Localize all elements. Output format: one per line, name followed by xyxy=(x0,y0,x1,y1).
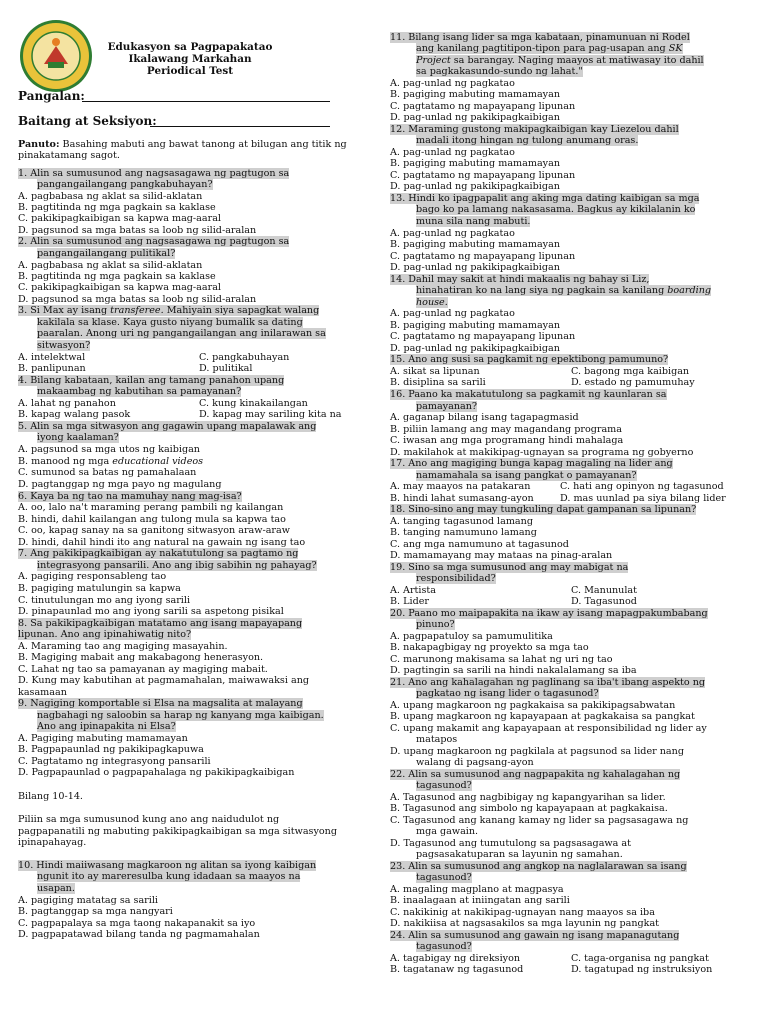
option[interactable]: D. makilahok at makikipag-ugnayan sa programa ng gobyerno xyxy=(390,447,694,458)
option[interactable]: B. Tagasunod ang simbolo ng kapayapaan at pagkakaisa. xyxy=(390,803,668,814)
option[interactable]: D. pinapaunlad mo ang iyong sarili sa aspetong pisikal xyxy=(18,606,284,617)
option[interactable]: A. pagbabasa ng aklat sa silid-aklatan xyxy=(18,191,203,202)
option[interactable]: B. hindi lahat sumasang-ayon xyxy=(390,493,534,504)
question-3: 3. Si Max ay isang transferee. Mahiyain siya sapagkat walang xyxy=(18,305,320,316)
option[interactable]: A. pagiging responsableng tao xyxy=(18,571,167,582)
option[interactable]: A. Tagasunod ang nagbibigay ng kapangyarihan sa lider. xyxy=(390,792,666,803)
option[interactable]: A. lahat ng panahon xyxy=(18,398,116,409)
option[interactable]: B. pagiging mabuting mamamayan xyxy=(390,158,560,169)
header-title: Edukasyon sa Pagpapakatao xyxy=(107,41,273,53)
option[interactable]: D. Tagasunod xyxy=(571,596,637,607)
question-21: 21. Ano ang kahalagahan ng paglinang sa iba't ibang aspekto ng xyxy=(390,677,706,688)
option[interactable]: C. pakikipagkaibigan sa kapwa mag-aaral xyxy=(18,213,221,224)
school-seal-logo xyxy=(18,18,94,94)
option[interactable]: B. Lider xyxy=(390,596,429,607)
option[interactable]: C. pagtatamo ng mapayapang lipunan xyxy=(390,170,576,181)
option[interactable]: B. upang magkaroon ng kapayapaan at pagkakaisa sa pangkat xyxy=(390,711,695,722)
option[interactable]: C. Tagasunod ang kanang kamay ng lider sa pagsasagawa ng xyxy=(390,815,689,826)
option[interactable]: A. tagabigay ng direksiyon xyxy=(390,953,521,964)
option[interactable]: C. bagong mga kaibigan xyxy=(571,366,690,377)
question-20: 20. Paano mo maipapakita na ikaw ay isang mapagpakumbabang xyxy=(390,608,708,619)
option[interactable]: D. pag-unlad ng pakikipagkaibigan xyxy=(390,262,560,273)
option[interactable]: A. pag-unlad ng pagkatao xyxy=(390,78,515,89)
option[interactable]: C. ang mga namumuno at tagasunod xyxy=(390,539,569,550)
option[interactable]: C. tinutulungan mo ang iyong sarili xyxy=(18,595,191,606)
question-16: 16. Paano ka makatutulong sa pagkamit ng kaunlaran sa xyxy=(390,389,667,400)
name-label: Pangalan: xyxy=(18,89,85,103)
option[interactable]: D. hindi, dahil hindi ito ang natural na gawain ng isang tao xyxy=(18,537,306,548)
option[interactable]: D. pagtanggap ng mga payo ng magulang xyxy=(18,479,222,490)
option[interactable]: A. pag-unlad ng pagkatao xyxy=(390,147,515,158)
option[interactable]: B. tagatanaw ng tagasunod xyxy=(390,964,524,975)
option[interactable]: A. pag-unlad ng pagkatao xyxy=(390,308,515,319)
option[interactable]: A. pagsunod sa mga utos ng kaibigan xyxy=(18,444,200,455)
instructions: Panuto: Basahing mabuti ang bawat tanong at bilugan ang titik ng xyxy=(18,139,347,150)
option[interactable]: D. pagsunod sa mga batas sa loob ng silid-aralan xyxy=(18,294,257,305)
option[interactable]: C. pagpapalaya sa mga taong nakapanakit sa iyo xyxy=(18,918,256,929)
option[interactable]: B. hindi, dahil kailangan ang tulong mula sa kapwa tao xyxy=(18,514,286,525)
option[interactable]: C. sumunod sa batas ng pamahalaan xyxy=(18,467,197,478)
question-22: 22. Alin sa sumusunod ang nagpapakita ng kahalagahan ng xyxy=(390,769,681,780)
option[interactable]: C. nakikinig at nakikipag-ugnayan nang maayos sa iba xyxy=(390,907,655,918)
option[interactable]: B. tanging namumuno lamang xyxy=(390,527,537,538)
question-13: 13. Hindi ko ipagpapalit ang aking mga dating kaibigan sa mga xyxy=(390,193,700,204)
option[interactable]: B. pagiging mabuting mamamayan xyxy=(390,239,560,250)
question-12: 12. Maraming gustong makipagkaibigan kay Liezelou dahil xyxy=(390,124,679,135)
question-17: 17. Ano ang magiging bunga kapag magaling na lider ang xyxy=(390,458,673,469)
option[interactable]: B. Pagpapaunlad ng pakikipagkapuwa xyxy=(18,744,204,755)
question-7: 7. Ang pakikipagkaibigan ay nakatutulong sa pagtamo ng xyxy=(18,548,299,559)
option[interactable]: D. nakikiisa at nagsasakilos sa mga layunin ng pangkat xyxy=(390,918,660,929)
option[interactable]: D. pag-unlad ng pakikipagkaibigan xyxy=(390,343,560,354)
option[interactable]: B. inaalagaan at iniingatan ang sarili xyxy=(390,895,570,906)
option[interactable]: C. Lahat ng tao sa pamayanan ay magiging mabait. xyxy=(18,664,268,675)
option[interactable]: A. intelektwal xyxy=(18,352,86,363)
option[interactable]: A. may maayos na patakaran xyxy=(390,481,531,492)
section-directions: Piliin sa mga sumusunod kung ano ang naidudulot ng xyxy=(18,814,280,825)
option[interactable]: C. iwasan ang mga programang hindi mahalaga xyxy=(390,435,624,446)
option[interactable]: B. piliin lamang ang may magandang programa xyxy=(390,424,622,435)
option[interactable]: C. pagtatamo ng mapayapang lipunan xyxy=(390,251,576,262)
option[interactable]: D. Tagasunod ang tumutulong sa pagsasagawa at xyxy=(390,838,631,849)
option[interactable]: A. tanging tagasunod lamang xyxy=(390,516,533,527)
option[interactable]: B. pagiging mabuting mamamayan xyxy=(390,320,560,331)
option[interactable]: A. pagbabasa ng aklat sa silid-aklatan xyxy=(18,260,203,271)
question-18: 18. Sino-sino ang may tungkuling dapat gampanan sa lipunan? xyxy=(390,504,697,515)
option[interactable]: B. kapag walang pasok xyxy=(18,409,131,420)
option[interactable]: C. pagtatamo ng mapayapang lipunan xyxy=(390,331,576,342)
question-11: 11. Bilang isang lider sa mga kabataan, pinamunuan ni Rodel xyxy=(390,32,690,43)
option[interactable]: B. disiplina sa sarili xyxy=(390,377,486,388)
option[interactable]: B. pagtanggap sa mga nangyari xyxy=(18,906,173,917)
name-line[interactable] xyxy=(82,101,330,102)
option[interactable]: D. mamamayang may mataas na pinag-aralan xyxy=(390,550,613,561)
question-2: 2. Alin sa sumusunod ang nagsasagawa ng pagtugon sa xyxy=(18,236,290,247)
option[interactable]: D. pag-unlad ng pakikipagkaibigan xyxy=(390,112,560,123)
option[interactable]: A. magaling magplano at magpasya xyxy=(390,884,564,895)
section-label: Baitang at Seksiyon: xyxy=(18,114,157,128)
question-14: 14. Dahil may sakit at hindi makaalis ng bahay si Liz, xyxy=(390,274,650,285)
option[interactable]: C. hati ang opinyon ng tagasunod xyxy=(560,481,724,492)
option[interactable]: A. pagiging matatag sa sarili xyxy=(18,895,158,906)
header-test-type: Periodical Test xyxy=(146,65,234,77)
header-quarter: Ikalawang Markahan xyxy=(128,53,252,65)
question-15: 15. Ano ang susi sa pagkamit ng epektibong pamumuno? xyxy=(390,354,669,365)
option[interactable]: D. upang magkaroon ng pagkilala at pagsunod sa lider nang xyxy=(390,746,684,757)
option[interactable]: D. tagatupad ng instruksiyon xyxy=(571,964,713,975)
option[interactable]: B. pagiging mabuting mamamayan xyxy=(390,89,560,100)
question-6: 6. Kaya ba ng tao na mamuhay nang mag-isa? xyxy=(18,491,242,502)
option[interactable]: C. Manunulat xyxy=(571,585,637,596)
question-10: 10. Hindi maiiwasang magkaroon ng alitan sa iyong kaibigan xyxy=(18,860,317,871)
option[interactable]: C. marunong makisama sa lahat ng uri ng tao xyxy=(390,654,613,665)
option[interactable]: C. kung kinakailangan xyxy=(199,398,308,409)
option[interactable]: B. pagtitinda ng mga pagkain sa kaklase xyxy=(18,271,216,282)
option[interactable]: A. sikat sa lipunan xyxy=(390,366,480,377)
option[interactable]: C. pangkabuhayan xyxy=(199,352,290,363)
instructions-cont: pinakatamang sagot. xyxy=(18,150,120,161)
option[interactable]: C. upang makamit ang kapayapaan at responsibilidad ng lider ay xyxy=(390,723,707,734)
option[interactable]: C. Pagtatamo ng integrasyong pansarili xyxy=(18,756,211,767)
option[interactable]: B. pagtitinda ng mga pagkain sa kaklase xyxy=(18,202,216,213)
question-9: 9. Nagiging komportable si Elsa na magsalita at malayang xyxy=(18,698,303,709)
option[interactable]: D. kapag may sariling kita na xyxy=(199,409,342,420)
option[interactable]: A. upang magkaroon ng pagkakaisa sa pakikipagsabwatan xyxy=(390,700,676,711)
option[interactable]: B. panlipunan xyxy=(18,363,86,374)
option[interactable]: A. pagpapatuloy sa pamumulitika xyxy=(390,631,553,642)
option[interactable]: A. Maraming tao ang magiging masayahin. xyxy=(18,641,228,652)
section-label-10-14: Bilang 10-14. xyxy=(18,791,83,802)
option[interactable]: D. pag-unlad ng pakikipagkaibigan xyxy=(390,181,560,192)
question-24: 24. Alin sa sumusunod ang gawain ng isang mapanagutang xyxy=(390,930,680,941)
option[interactable]: C. pagtatamo ng mapayapang lipunan xyxy=(390,101,576,112)
option[interactable]: A. Artista xyxy=(390,585,436,596)
question-1: 1. Alin sa sumusunod ang nagsasagawa ng pagtugon sa xyxy=(18,168,290,179)
option[interactable]: D. pagpapatawad bilang tanda ng pagmamahalan xyxy=(18,929,260,940)
option[interactable]: D. mas uunlad pa siya bilang lider xyxy=(560,493,726,504)
option[interactable]: D. pulitikal xyxy=(199,363,253,374)
option[interactable]: A. pag-unlad ng pagkatao xyxy=(390,228,515,239)
option[interactable]: B. nakapagbigay ng proyekto sa mga tao xyxy=(390,642,589,653)
option[interactable]: A. gaganap bilang isang tagapagmasid xyxy=(390,412,579,423)
option[interactable]: B. Magiging mabait ang makabagong henerasyon. xyxy=(18,652,264,663)
question-5: 5. Alin sa mga sitwasyon ang gagawin upang mapalawak ang xyxy=(18,421,317,432)
option[interactable]: D. pagtingin sa sarili na hindi nakalalamang sa iba xyxy=(390,665,637,676)
option[interactable]: D. pagsunod sa mga batas sa loob ng silid-aralan xyxy=(18,225,257,236)
option[interactable]: C. pakikipagkaibigan sa kapwa mag-aaral xyxy=(18,282,221,293)
option[interactable]: C. oo, kapag sanay na sa ganitong sitwasyon araw-araw xyxy=(18,525,290,536)
option[interactable]: B. pagiging matulungin sa kapwa xyxy=(18,583,181,594)
option[interactable]: D. Kung may kabutihan at pagmamahalan, maiwawaksi ang xyxy=(18,675,310,686)
option[interactable]: C. taga-organisa ng pangkat xyxy=(571,953,709,964)
option[interactable]: A. Pagiging mabuting mamamayan xyxy=(18,733,188,744)
question-4: 4. Bilang kabataan, kailan ang tamang panahon upang xyxy=(18,375,285,386)
option[interactable]: D. Pagpapaunlad o pagpapahalaga ng pakikipagkaibigan xyxy=(18,767,295,778)
section-line[interactable] xyxy=(150,126,330,127)
option[interactable]: A. oo, lalo na't maraming perang pambili ng kailangan xyxy=(18,502,284,513)
option[interactable]: D. estado ng pamumuhay xyxy=(571,377,695,388)
question-19: 19. Sino sa mga sumusunod ang may mabigat na xyxy=(390,562,629,573)
question-8: 8. Sa pakikipagkaibigan matatamo ang isang mapayapang xyxy=(18,618,303,629)
option[interactable]: B. manood ng mga educational videos xyxy=(18,456,204,467)
question-23: 23. Alin sa sumusunod ang angkop na naglalarawan sa isang xyxy=(390,861,687,872)
